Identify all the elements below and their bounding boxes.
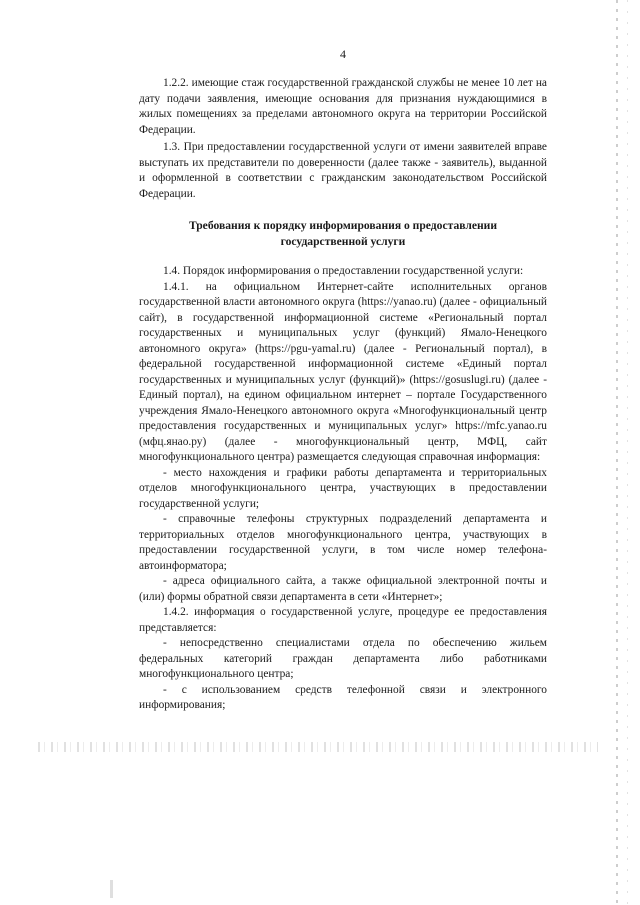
document-body <box>139 76 547 714</box>
scan-edge-artifact <box>616 0 618 905</box>
section-heading-line-2: государственной услуги <box>280 234 406 248</box>
list-item-addresses: - адреса официального сайта, а также официальной электронной почты и (или) формы обратной связи департамента в сети «Интернет»; <box>139 575 547 603</box>
paragraph-1-4-2: 1.4.2. информация о государственной услуге, процедуре ее предоставления представляется: <box>139 606 547 634</box>
paragraph-1-3: 1.3. При предоставлении государственной услуги от имени заявителей вправе выступать их представители по доверенности (далее также - заявитель), выданной и оформленной в соответствии с гражданским законодательством Российской Федерации. <box>139 141 547 200</box>
list-item-specialists: - непосредственно специалистами отдела по обеспечению жильем федеральных категорий граждан департамента либо работниками многофункционального центра; <box>139 637 547 680</box>
scan-edge-artifact-secondary <box>627 0 628 905</box>
scan-noise-band <box>38 742 598 752</box>
list-item-location: - место нахождения и графики работы департамента и территориальных отделов многофункционального центра, участвующих в предоставлении государственной услуги; <box>139 466 547 510</box>
paragraph-1-4-1: 1.4.1. на официальном Интернет-сайте исполнительных органов государственной власти автономного округа (https://yanao.ru) (далее - официальный сайт), в государственной информационной системе «Региональный портал государственных и муниципальных услуг (функций) Ямало-Ненецкого автономного округа» (https://pgu-yamal.ru) (далее - Региональный портал), в федеральной государственной информационной системе «Единый портал государственных и муниципальных услуг (функций)» (https://gosuslugi.ru) (далее - Единый портал), на едином официальном интернет – портале Государственного учреждения Ямало-Ненецкого автономного округа «Многофункциональный центр предоставления государственных и муниципальных услуг» https://mfc.yanao.ru (мфц.янао.ру) (далее - многофункциональный центр, МФЦ, сайт многофункционального центра) размещается следующая справочная информация: <box>139 280 547 463</box>
section-heading <box>139 218 547 249</box>
scan-corner-mark <box>110 880 113 898</box>
page-number: 4 <box>340 47 346 61</box>
section-heading-line-1: Требования к порядку информирования о предоставлении <box>188 219 498 232</box>
list-item-telephone: - с использованием средств телефонной связи и электронного информирования; <box>139 683 547 711</box>
paragraph-1-2-2: 1.2.2. имеющие стаж государственной гражданской службы не менее 10 лет на дату подачи заявления, имеющие основания для признания нуждающимися в жилых помещениях за пределами автономного округа на территории Российской Федерации. <box>139 77 547 136</box>
paragraph-1-4: 1.4. Порядок информирования о предоставлении государственной услуги: <box>163 265 524 277</box>
list-item-phones: - справочные телефоны структурных подразделений департамента и территориальных отделов многофункционального центра, участвующих в предоставлении государственной услуги, в том числе номер телефона-автоинформатора; <box>139 513 547 572</box>
